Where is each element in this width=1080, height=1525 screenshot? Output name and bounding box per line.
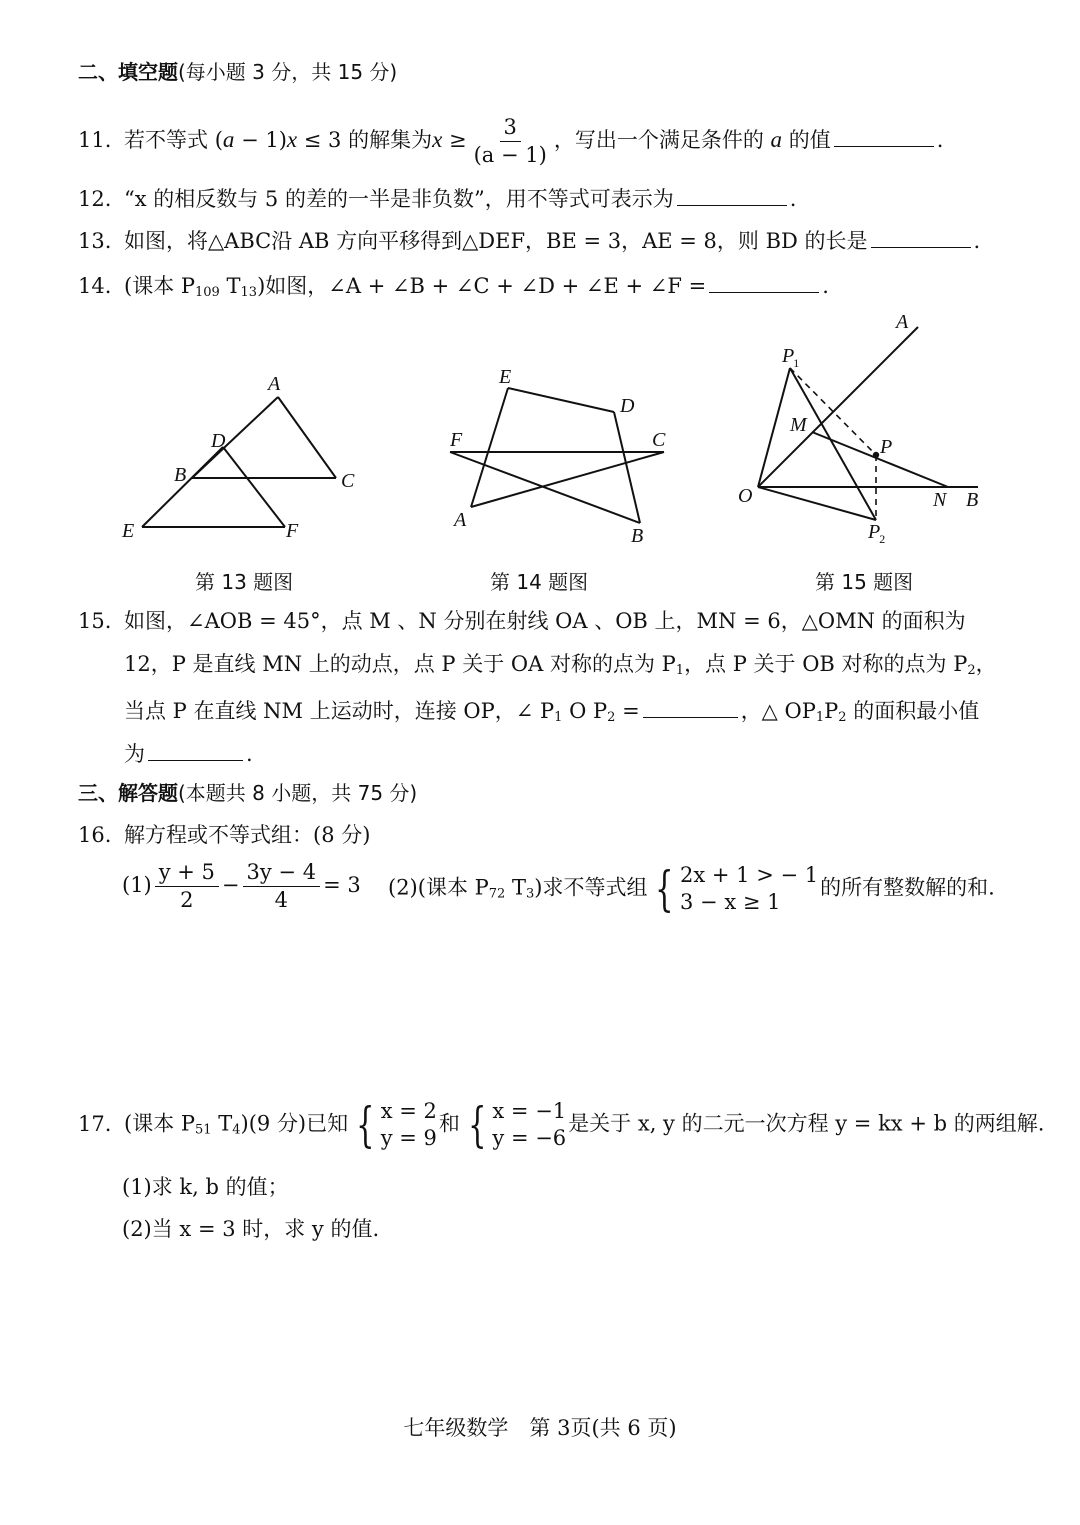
question-15-line-4 bbox=[124, 740, 253, 765]
question-16 bbox=[78, 825, 370, 846]
equals: = 3 bbox=[323, 873, 361, 897]
question-number: 12. bbox=[78, 187, 112, 211]
point-p bbox=[873, 452, 879, 458]
label-f: F bbox=[450, 429, 463, 451]
task-subscript: 4 bbox=[232, 1122, 241, 1138]
question-15-line-2: 12，P 是直线 MN 上的动点，点 P 关于 OA 对称的点为 $P_1$，点 P 关于 OB 对称的点为 $P_2$， bbox=[124, 652, 997, 678]
system-row: y = −6 bbox=[492, 1126, 567, 1150]
solution-system-2: { x = −1 y = −6 bbox=[467, 1097, 567, 1153]
question-text: ，写出一个满足条件的 bbox=[553, 128, 764, 152]
question-text: 如图，将△ABC沿 AB 方向平移得到△DEF，BE = 3，AE = 8，则 BD 的长是 bbox=[124, 229, 868, 253]
question-text: ，点 P 关于 OB 对称的点为 P bbox=[684, 652, 968, 676]
question-12 bbox=[78, 185, 796, 210]
answer-blank[interactable] bbox=[709, 272, 819, 293]
section-2-header bbox=[78, 62, 397, 82]
textbook-ref: (课本 P bbox=[124, 274, 195, 298]
fraction bbox=[470, 117, 551, 166]
question-text: 的所有整数解的和. bbox=[820, 875, 995, 900]
question-text: 若不等式 bbox=[124, 128, 208, 152]
figure-13 bbox=[110, 365, 370, 555]
conjunction: 和 bbox=[438, 1111, 460, 1136]
label-p: P bbox=[880, 436, 893, 458]
label-b: B bbox=[174, 464, 187, 486]
textbook-ref: (2)(课本 P bbox=[388, 875, 489, 900]
question-text: ，△ OP bbox=[740, 699, 816, 723]
label-c: C bbox=[652, 429, 666, 451]
answer-blank[interactable] bbox=[871, 227, 971, 248]
figure-13-lines bbox=[142, 397, 336, 527]
question-text: P bbox=[824, 699, 839, 723]
question-number: 13. bbox=[78, 229, 112, 253]
answer-blank[interactable] bbox=[834, 126, 934, 147]
system-row: y = 9 bbox=[380, 1126, 437, 1150]
solution-system-1: { x = 2 y = 9 bbox=[356, 1097, 437, 1153]
question-text: O P bbox=[562, 699, 608, 723]
question-text: 的面积最小值 bbox=[846, 699, 980, 723]
question-text: 为 bbox=[124, 742, 145, 766]
question-16-part-2 bbox=[388, 862, 995, 916]
textbook-ref: (课本 P bbox=[124, 1111, 195, 1136]
fraction-1 bbox=[155, 862, 219, 911]
question-text: = bbox=[615, 699, 640, 723]
textbook-ref: T bbox=[219, 274, 241, 298]
system-row: x = 2 bbox=[380, 1099, 437, 1123]
question-text: ， bbox=[975, 652, 997, 676]
question-text: “x 的相反数与 5 的差的一半是非负数”，用不等式可表示为 bbox=[124, 187, 674, 211]
period: . bbox=[936, 128, 944, 152]
task-subscript: 3 bbox=[525, 886, 535, 902]
page-footer: 七年级数学 第 3页(共 6 页) bbox=[403, 1416, 677, 1440]
fraction-2 bbox=[243, 862, 321, 911]
question-text: )如图，∠A + ∠B + ∠C + ∠D + ∠E + ∠F = bbox=[257, 274, 707, 298]
label-a: A bbox=[454, 509, 467, 531]
label-e: E bbox=[499, 366, 512, 388]
question-15-line-3: 当点 P 在直线 NM 上运动时，连接 OP，∠ $P_1$ O $P_2$ = ，△ $OP_1P_2$ 的面积最小值 bbox=[124, 699, 980, 725]
label-n: N bbox=[933, 489, 947, 511]
question-number: 17. bbox=[78, 1111, 112, 1136]
figure-13-caption: 第 13 题图 bbox=[195, 570, 294, 594]
figure-15-caption: 第 15 题图 bbox=[815, 570, 914, 594]
inequality: (a − 1)x ≤ 3 bbox=[214, 127, 342, 152]
task-subscript: 13 bbox=[240, 285, 258, 300]
system-row: 3 − x ≥ 1 bbox=[680, 890, 781, 914]
label-c: C bbox=[341, 470, 355, 492]
question-text: 如图，∠AOB = 45°，点 M 、N 分别在射线 OA 、OB 上，MN = 6，△OMN 的面积为 bbox=[124, 609, 966, 633]
label-e: E bbox=[122, 520, 135, 542]
section-3-note: (本题共 8 小题，共 75 分) bbox=[178, 781, 418, 805]
part-label: (1) bbox=[122, 873, 152, 897]
label-f: F bbox=[286, 520, 299, 542]
inequality-system: { 2x + 1 > − 1 3 − x ≥ 1 bbox=[655, 861, 819, 917]
textbook-ref: T bbox=[505, 875, 526, 900]
question-number: 16. bbox=[78, 823, 112, 847]
fraction-numerator: 3 bbox=[500, 117, 521, 142]
question-number: 11. bbox=[78, 128, 112, 152]
question-text: 12，P 是直线 MN 上的动点，点 P 关于 OA 对称的点为 P bbox=[124, 652, 676, 676]
question-text: 当点 P 在直线 NM 上运动时，连接 OP，∠ P bbox=[124, 699, 555, 723]
label-a: A bbox=[268, 373, 281, 395]
question-text: 是关于 x, y 的二元一次方程 y = kx + b 的两组解. bbox=[568, 1111, 1045, 1136]
fraction-denominator: 2 bbox=[180, 888, 194, 912]
system-row: x = −1 bbox=[492, 1099, 567, 1123]
fraction-denominator: (a − 1) bbox=[473, 143, 547, 167]
label-d: D bbox=[620, 395, 635, 417]
question-text: 的解集为 bbox=[348, 128, 433, 152]
system-row: 2x + 1 > − 1 bbox=[680, 863, 819, 887]
answer-blank-angle[interactable] bbox=[643, 697, 738, 718]
question-17-part-2: (2)当 x = 3 时，求 y 的值. bbox=[122, 1217, 380, 1241]
figure-15 bbox=[730, 310, 1000, 550]
question-text: 解方程或不等式组：(8 分) bbox=[124, 823, 371, 847]
figure-14 bbox=[440, 360, 680, 550]
page-subscript: 72 bbox=[488, 886, 506, 902]
question-15-line-1 bbox=[78, 611, 966, 632]
fraction-numerator: y + 5 bbox=[155, 862, 219, 887]
minus-sign: − bbox=[221, 873, 240, 897]
label-b: B bbox=[631, 525, 644, 547]
section-3-header bbox=[78, 783, 417, 803]
section-3-title: 三、解答题 bbox=[78, 781, 178, 805]
period: . bbox=[973, 229, 981, 253]
question-text: )(9 分)已知 bbox=[240, 1111, 349, 1136]
question-11: 11. 若不等式 (a − 1)x ≤ 3 的解集为x ≥ $\frac{3}{(a - 1)}$ ，写出一个满足条件的 a 的值 . bbox=[78, 115, 944, 167]
question-17 bbox=[78, 1098, 1044, 1152]
label-m: M bbox=[790, 414, 807, 436]
label-d: D bbox=[211, 430, 226, 452]
label-b: B bbox=[966, 489, 979, 511]
question-16-part-1 bbox=[122, 862, 361, 911]
period: . bbox=[789, 187, 797, 211]
question-text: )求不等式组 bbox=[534, 875, 648, 900]
answer-blank[interactable] bbox=[677, 185, 787, 206]
period: . bbox=[246, 742, 253, 766]
label-p2: P2 bbox=[868, 521, 886, 546]
label-o: O bbox=[738, 485, 753, 507]
page-subscript: 109 bbox=[195, 285, 220, 300]
page-subscript: 51 bbox=[195, 1122, 212, 1138]
question-14 bbox=[78, 272, 829, 299]
fraction-numerator: 3y − 4 bbox=[243, 862, 321, 887]
question-number: 14. bbox=[78, 274, 112, 298]
textbook-ref: T bbox=[211, 1111, 233, 1136]
label-a: A bbox=[896, 311, 909, 333]
section-2-note: (每小题 3 分，共 15 分) bbox=[178, 60, 398, 84]
section-2-title: 二、填空题 bbox=[78, 60, 178, 84]
question-13 bbox=[78, 227, 980, 252]
period: . bbox=[822, 274, 829, 298]
label-p1: P1 bbox=[782, 345, 800, 370]
question-17-part-1: (1)求 k, b 的值； bbox=[122, 1175, 289, 1199]
question-number: 15. bbox=[78, 609, 112, 633]
fraction-denominator: 4 bbox=[274, 888, 288, 912]
question-text: 的值 bbox=[788, 128, 831, 152]
figure-14-caption: 第 14 题图 bbox=[490, 570, 589, 594]
answer-blank-area[interactable] bbox=[148, 740, 243, 761]
